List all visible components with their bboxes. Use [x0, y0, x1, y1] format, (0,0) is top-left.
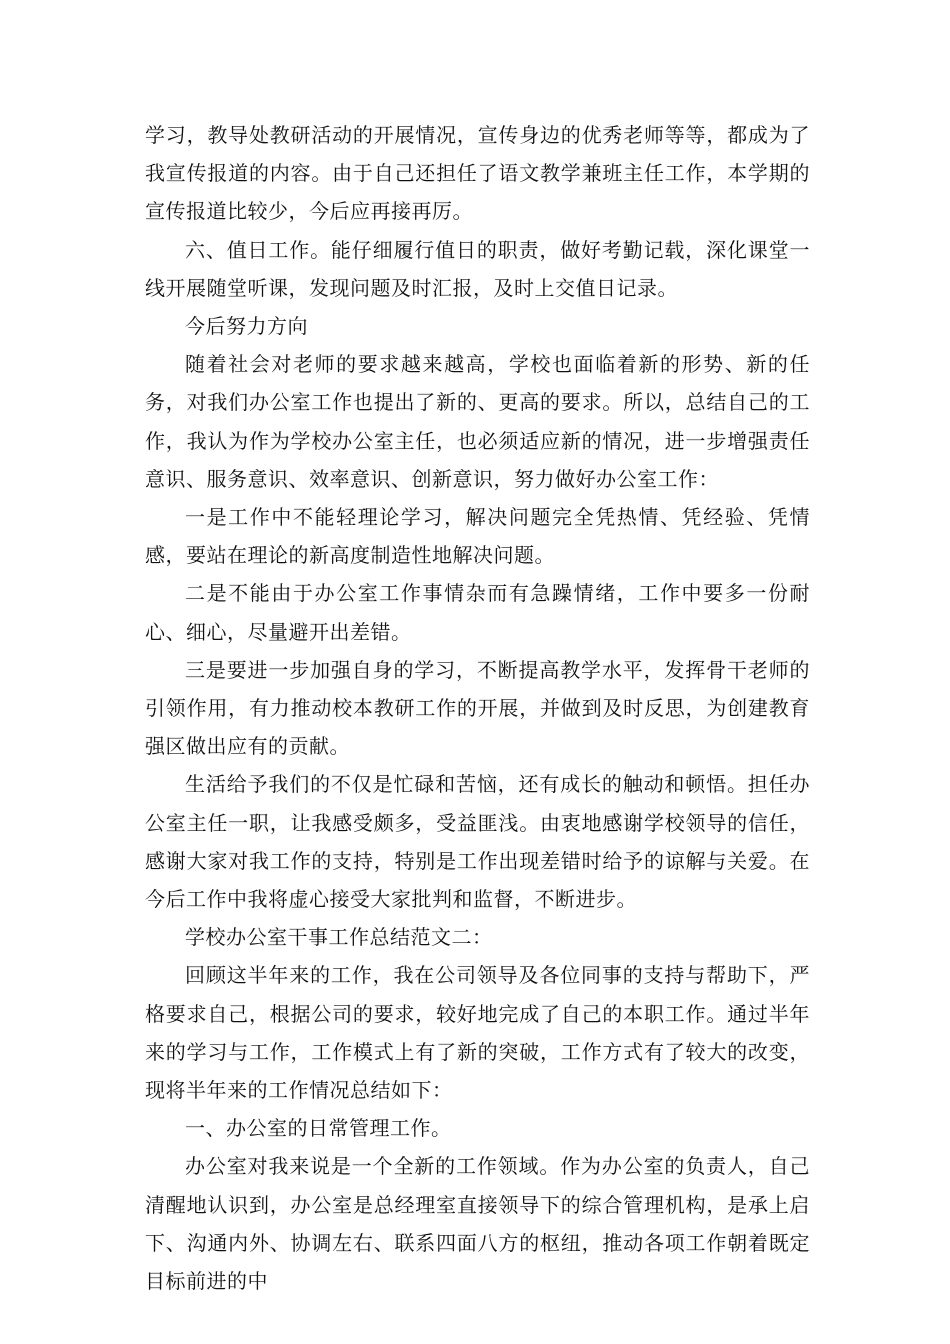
document-body	[145, 116, 810, 1300]
section-heading-sample-two: 学校办公室干事工作总结范文二：	[185, 925, 493, 950]
section-heading-daily-management: 一、办公室的日常管理工作。	[185, 1116, 452, 1141]
paragraph-half-year-review: 回顾这半年来的工作，我在公司领导及各位同事的支持与帮助下，严格要求自己，根据公司的要求，较好地完成了自己的本职工作。通过半年来的学习与工作，工作模式上有了新的突破，工作方式有了较大的改变，现将半年来的工作情况总结如下：	[145, 963, 810, 1103]
paragraph-new-requirements: 随着社会对老师的要求越来越高，学校也面临着新的形势、新的任务，对我们办公室工作也提出了新的、更高的要求。所以，总结自己的工作，我认为作为学校办公室主任，也必须适应新的情况，进一步增强责任意识、服务意识、效率意识、创新意识，努力做好办公室工作：	[145, 352, 810, 491]
paragraph-closing-thanks: 生活给予我们的不仅是忙碌和苦恼，还有成长的触动和顿悟。担任办公室主任一职，让我感受颇多，受益匪浅。由衷地感谢学校领导的信任，感谢大家对我工作的支持，特别是工作出现差错时给予的谅解与关爱。在今后工作中我将虚心接受大家批判和监督，不断进步。	[145, 772, 810, 912]
section-heading-future-direction: 今后努力方向	[185, 314, 308, 339]
paragraph-office-role: 办公室对我来说是一个全新的工作领域。作为办公室的负责人，自己清醒地认识到，办公室是总经理室直接领导下的综合管理机构，是承上启下、沟通内外、协调左右、联系四面八方的枢纽，推动各项工作朝着既定目标前进的中	[145, 1154, 810, 1294]
paragraph-point-three: 三是要进一步加强自身的学习，不断提高教学水平，发挥骨干老师的引领作用，有力推动校本教研工作的开展，并做到及时反思，为创建教育强区做出应有的贡献。	[145, 657, 810, 759]
paragraph-duty-work: 六、值日工作。能仔细履行值日的职责，做好考勤记载，深化课堂一线开展随堂听课，发现问题及时汇报，及时上交值日记录。	[145, 237, 810, 300]
paragraph-continued: 学习，教导处教研活动的开展情况，宣传身边的优秀老师等等，都成为了我宣传报道的内容。由于自己还担任了语文教学兼班主任工作，本学期的宣传报道比较少，今后应再接再厉。	[145, 123, 810, 224]
paragraph-point-two: 二是不能由于办公室工作事情杂而有急躁情绪，工作中要多一份耐心、细心，尽量避开出差错。	[145, 581, 810, 644]
paragraph-point-one: 一是工作中不能轻理论学习，解决问题完全凭热情、凭经验、凭情感，要站在理论的新高度制造性地解决问题。	[145, 505, 810, 568]
